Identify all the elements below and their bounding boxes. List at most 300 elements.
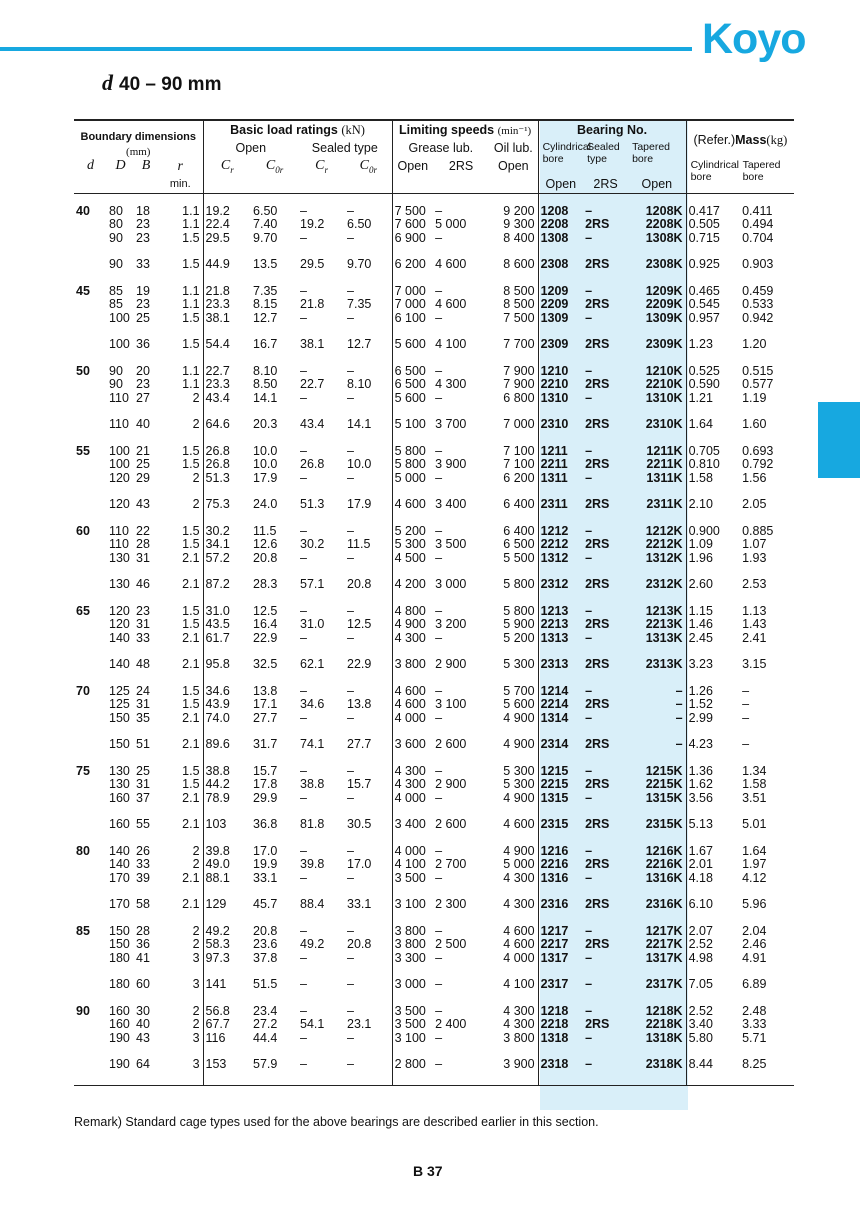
cell-D: 160 — [109, 1017, 130, 1032]
cell-oil: 6 800 — [503, 390, 535, 405]
cell-g-open: 6 500 — [392, 378, 433, 392]
cell-mc: 4.98 — [686, 952, 740, 966]
cell-g-open: 7 000 — [392, 298, 433, 312]
tap-bore-header: Tapered bore — [632, 141, 671, 165]
cell-g-2rs: – — [435, 763, 443, 778]
cell-d: 55 — [76, 443, 90, 458]
cell-d — [74, 338, 107, 352]
cell-c0r: 51.5 — [253, 977, 278, 992]
cell-r: 2 — [192, 470, 200, 485]
cell-tap: 1312K — [645, 550, 683, 565]
cell-oil: 6 500 — [503, 537, 535, 552]
cell-sealed: 2RS — [585, 697, 610, 712]
cell-sc0r: – — [347, 203, 354, 218]
cell-oil: 4 900 — [503, 790, 535, 805]
cell-c0r: 33.1 — [253, 870, 278, 885]
cell-D: 120 — [109, 617, 130, 632]
cell-sealed: – — [585, 1057, 593, 1072]
cell-g-2rs: 4 600 — [435, 297, 467, 312]
cell-B: 36 — [136, 337, 150, 352]
cell-d — [74, 232, 107, 246]
cell-r: 2.1 — [182, 577, 200, 592]
cell-g-2rs: – — [435, 923, 443, 938]
cell-B: 23 — [136, 377, 150, 392]
cell-mt: 0.577 — [742, 377, 774, 392]
cell-oil: 4 100 — [503, 977, 535, 992]
cell-d: 70 — [76, 683, 90, 698]
cell-g-2rs: – — [435, 390, 443, 405]
cell-mc: 1.23 — [686, 338, 740, 352]
cell-cyl: 1315 — [538, 792, 583, 806]
cell-B: 48 — [136, 657, 150, 672]
cell-mt: 2.46 — [742, 937, 767, 952]
table-row — [74, 1032, 794, 1046]
table-row — [74, 1005, 794, 1019]
cell-sealed: 2RS — [585, 377, 610, 392]
cell-tap: 2212K — [645, 537, 683, 552]
table-row — [74, 232, 794, 246]
cell-cr: 153 — [203, 1058, 251, 1072]
cell-c0r: 57.9 — [253, 1057, 278, 1072]
col-b-open: Open — [538, 177, 583, 194]
cell-cr: 23.3 — [203, 378, 251, 392]
cell-c0r: 13.5 — [253, 257, 278, 272]
cell-sealed: – — [585, 443, 593, 458]
cell-g-open: 4 300 — [392, 778, 433, 792]
cell-tap: 1210K — [645, 363, 683, 378]
cell-tap: 1315K — [645, 790, 683, 805]
cell-oil: 8 500 — [503, 283, 535, 298]
cyl-bore-header: Cylindrical bore — [538, 141, 583, 177]
cell-sc0r: 13.8 — [347, 697, 372, 712]
cell-scr: 19.2 — [300, 217, 325, 232]
cell-tap: 1311K — [646, 470, 683, 485]
cell-cyl: 2208 — [538, 218, 583, 232]
cell-oil: 5 600 — [503, 697, 535, 712]
cell-cr: 49.2 — [203, 925, 251, 939]
cell-d — [74, 658, 107, 672]
cell-oil: 4 300 — [503, 870, 535, 885]
cell-tap: 1310K — [645, 390, 683, 405]
cell-sealed: 2RS — [585, 417, 610, 432]
cell-cr: 97.3 — [203, 952, 251, 966]
cell-oil: 3 900 — [503, 1057, 535, 1072]
cell-scr: – — [300, 630, 307, 645]
cell-cyl: 1317 — [538, 952, 583, 966]
cell-oil: 5 500 — [503, 550, 535, 565]
cell-g-open: 6 900 — [392, 232, 433, 246]
cell-mt: – — [742, 697, 750, 712]
cell-mc: 0.925 — [686, 258, 740, 272]
cell-g-2rs: 2 400 — [435, 1017, 467, 1032]
cell-tap: 2315K — [645, 817, 683, 832]
cell-r: 2 — [192, 857, 200, 872]
grease-header: Grease lub. — [392, 141, 489, 159]
cell-B: 55 — [136, 817, 150, 832]
cell-mt: 0.693 — [742, 443, 774, 458]
cell-c0r: 12.6 — [253, 537, 278, 552]
table-row — [74, 978, 794, 992]
cell-cr: 49.0 — [203, 858, 251, 872]
table-row — [74, 552, 794, 566]
cell-cyl: 2311 — [538, 498, 583, 512]
cell-mt: 3.51 — [742, 790, 767, 805]
cell-mt: 0.792 — [742, 457, 774, 472]
cell-oil: 5 300 — [503, 657, 535, 672]
cell-cyl: 1208 — [538, 205, 583, 219]
table-row — [74, 792, 794, 806]
cell-r: 2 — [192, 923, 200, 938]
table-row — [74, 605, 794, 619]
cell-D: 90 — [109, 377, 123, 392]
cell-oil: 7 900 — [503, 363, 535, 378]
cell-D: 110 — [109, 417, 129, 432]
cell-cyl: 2317 — [538, 978, 583, 992]
cell-r: 2 — [192, 497, 200, 512]
cell-tap: 2208K — [645, 217, 683, 232]
cell-cyl: 2309 — [538, 338, 583, 352]
col-sealed-cr: $C_r$ — [315, 158, 328, 175]
cell-c0r: 10.0 — [253, 443, 278, 458]
cell-c0r: 44.4 — [253, 1030, 278, 1045]
cell-oil: 5 900 — [503, 617, 535, 632]
cell-r: 2 — [192, 843, 200, 858]
table-row — [74, 872, 794, 886]
cell-r: 1.5 — [182, 603, 200, 618]
cell-scr: – — [300, 977, 307, 992]
cell-D: 140 — [109, 657, 130, 672]
cell-mc: 0.417 — [686, 205, 740, 219]
section-tab — [818, 402, 860, 478]
cell-sc0r: – — [347, 550, 354, 565]
cell-sc0r: – — [347, 1030, 354, 1045]
cell-sc0r: 7.35 — [347, 297, 372, 312]
cell-d — [74, 298, 107, 312]
cell-scr: 51.3 — [300, 497, 325, 512]
cell-sc0r: – — [347, 870, 354, 885]
cell-sc0r: 30.5 — [347, 817, 372, 832]
bore-symbol: d — [102, 70, 113, 95]
cell-cyl: 2214 — [538, 698, 583, 712]
cell-scr: – — [300, 1003, 307, 1018]
table-row — [74, 925, 794, 939]
cell-B: 23 — [136, 230, 150, 245]
cell-tap: 1317K — [645, 950, 683, 965]
table-row — [74, 445, 794, 459]
cell-oil: 5 200 — [503, 630, 535, 645]
cell-D: 150 — [109, 937, 130, 952]
cell-D: 180 — [109, 950, 130, 965]
cell-cr: 38.8 — [203, 765, 251, 779]
cell-r: 1.1 — [182, 297, 200, 312]
cell-mt: 3.15 — [742, 657, 767, 672]
cell-cyl: 2316 — [538, 898, 583, 912]
cell-D: 80 — [109, 203, 123, 218]
cell-mt: 1.13 — [742, 603, 767, 618]
cell-c0r: 20.3 — [253, 417, 278, 432]
cell-cyl: 2217 — [538, 938, 583, 952]
cell-D: 110 — [109, 523, 129, 538]
cell-tap: 2217K — [645, 937, 683, 952]
cell-tap: 1213K — [645, 603, 683, 618]
cell-sealed: – — [585, 603, 593, 618]
cell-r: 1.5 — [182, 617, 200, 632]
cell-sealed: 2RS — [585, 737, 610, 752]
cell-d — [74, 818, 107, 832]
cell-r: 1.1 — [182, 203, 200, 218]
cell-scr: – — [300, 923, 307, 938]
cell-c0r: 17.9 — [253, 470, 278, 485]
col-b-open2: Open — [641, 176, 673, 191]
cell-scr: 30.2 — [300, 537, 325, 552]
cell-sealed: – — [585, 950, 593, 965]
page-title — [102, 70, 221, 96]
cell-scr: 26.8 — [300, 457, 325, 472]
cell-c0r: 27.7 — [253, 710, 278, 725]
cell-sc0r: – — [347, 630, 354, 645]
cell-cr: 26.8 — [203, 445, 251, 459]
cell-r: 2 — [192, 390, 200, 405]
cell-c0r: 23.4 — [253, 1003, 278, 1018]
cell-c0r: 7.35 — [253, 283, 278, 298]
cell-cr: 34.6 — [203, 685, 251, 699]
cell-B: 18 — [136, 203, 150, 218]
cell-c0r: 10.0 — [253, 457, 278, 472]
cell-c0r: 7.40 — [253, 217, 278, 232]
table-row — [74, 538, 794, 552]
cell-tap: 2213K — [645, 617, 683, 632]
cell-sealed: 2RS — [585, 457, 610, 472]
cell-tap: – — [675, 683, 683, 698]
cell-d — [74, 632, 107, 646]
cell-d — [74, 978, 107, 992]
cell-g-open: 3 500 — [392, 1018, 433, 1032]
cell-g-2rs: 2 700 — [435, 857, 467, 872]
cell-tap: 1313K — [645, 630, 683, 645]
cell-mt: 0.942 — [742, 310, 774, 325]
cell-g-open: 3 000 — [392, 978, 433, 992]
col-c0r: $C_{0r}$ — [265, 158, 284, 175]
cell-cr: 34.1 — [203, 538, 251, 552]
cell-scr: 29.5 — [300, 257, 325, 272]
cell-D: 125 — [109, 683, 130, 698]
cell-cr: 26.8 — [203, 458, 251, 472]
cell-r: 1.5 — [182, 537, 200, 552]
cell-d — [74, 872, 107, 886]
cell-sealed: – — [585, 843, 593, 858]
col-b-2rs: 2RS — [593, 176, 618, 191]
cell-g-open: 6 100 — [392, 312, 433, 326]
table-row — [74, 698, 794, 712]
cell-cr: 95.8 — [203, 658, 251, 672]
cell-g-2rs: 3 500 — [435, 537, 467, 552]
cell-B: 30 — [136, 1003, 150, 1018]
cell-g-open: 4 000 — [392, 845, 433, 859]
cell-g-open: 2 800 — [392, 1058, 433, 1072]
cell-cr: 57.2 — [203, 552, 251, 566]
cell-oil: 5 300 — [503, 777, 535, 792]
cell-sc0r: – — [347, 710, 354, 725]
cell-mc: 4.18 — [686, 872, 740, 886]
cell-g-2rs: 4 600 — [435, 257, 467, 272]
cell-D: 190 — [109, 1030, 130, 1045]
cell-mc: 2.45 — [686, 632, 740, 646]
cell-r: 2.1 — [182, 550, 200, 565]
cell-mt: 0.903 — [742, 257, 774, 272]
cell-sealed: 2RS — [585, 297, 610, 312]
cell-tap: 2318K — [645, 1057, 683, 1072]
cell-sealed: – — [585, 763, 593, 778]
cell-mt: 8.25 — [742, 1057, 767, 1072]
cell-g-2rs: – — [435, 1057, 443, 1072]
cell-D: 150 — [109, 737, 130, 752]
cell-g-open: 4 600 — [392, 698, 433, 712]
cell-mc: 0.590 — [686, 378, 740, 392]
cell-B: 60 — [136, 977, 150, 992]
cell-sc0r: 17.9 — [347, 497, 372, 512]
cell-sc0r: – — [347, 310, 354, 325]
cell-mt: 0.704 — [742, 230, 774, 245]
cell-scr: 31.0 — [300, 617, 325, 632]
cell-oil: 5 800 — [503, 577, 535, 592]
cell-g-open: 4 600 — [392, 498, 433, 512]
cell-g-2rs: – — [435, 310, 443, 325]
cell-cyl: 2210 — [538, 378, 583, 392]
cell-B: 23 — [136, 297, 150, 312]
table-row — [74, 312, 794, 326]
cell-d — [74, 378, 107, 392]
cell-mc: 0.900 — [686, 525, 740, 539]
cell-sc0r: – — [347, 443, 354, 458]
cell-cyl: 2315 — [538, 818, 583, 832]
cell-D: 170 — [109, 870, 130, 885]
cell-D: 90 — [109, 257, 123, 272]
cell-B: 39 — [136, 870, 150, 885]
cell-c0r: 8.10 — [253, 363, 278, 378]
cell-mt: 2.48 — [742, 1003, 767, 1018]
cell-c0r: 23.6 — [253, 937, 278, 952]
cell-sc0r: – — [347, 1057, 354, 1072]
table-row — [74, 365, 794, 379]
cell-B: 28 — [136, 923, 150, 938]
cell-cr: 61.7 — [203, 632, 251, 646]
cell-sc0r: – — [347, 523, 354, 538]
cell-tap: 1215K — [645, 763, 683, 778]
cell-cr: 54.4 — [203, 338, 251, 352]
cell-sc0r: 14.1 — [347, 417, 372, 432]
cell-B: 28 — [136, 537, 150, 552]
cell-g-2rs: – — [435, 283, 443, 298]
cell-mc: 0.505 — [686, 218, 740, 232]
cell-scr: – — [300, 950, 307, 965]
cell-cr: 22.4 — [203, 218, 251, 232]
cell-cr: 39.8 — [203, 845, 251, 859]
table-row — [74, 845, 794, 859]
cell-tap: – — [675, 697, 683, 712]
table-row — [74, 818, 794, 832]
cell-tap: 1208K — [645, 203, 683, 218]
cell-scr: – — [300, 683, 307, 698]
cell-sc0r: 23.1 — [347, 1017, 372, 1032]
cell-mt: 0.459 — [742, 283, 774, 298]
cell-mc: 0.957 — [686, 312, 740, 326]
cell-B: 51 — [136, 737, 150, 752]
cell-mt: 2.53 — [742, 577, 767, 592]
cell-c0r: 37.8 — [253, 950, 278, 965]
cell-sc0r: – — [347, 470, 354, 485]
cell-sc0r: 6.50 — [347, 217, 372, 232]
cell-oil: 4 300 — [503, 1003, 535, 1018]
cell-g-2rs: – — [435, 470, 443, 485]
cell-c0r: 17.0 — [253, 843, 278, 858]
cell-oil: 4 600 — [503, 923, 535, 938]
cell-mc: 2.52 — [686, 938, 740, 952]
cell-d — [74, 952, 107, 966]
brand-logo: Koyo — [702, 15, 806, 63]
table-row — [74, 658, 794, 672]
cell-tap: 1217K — [645, 923, 683, 938]
cell-D: 85 — [109, 297, 123, 312]
cell-oil: 4 300 — [503, 1017, 535, 1032]
cell-oil: 6 400 — [503, 497, 535, 512]
cell-g-2rs: 4 300 — [435, 377, 467, 392]
cell-d — [74, 552, 107, 566]
cell-g-2rs: 2 600 — [435, 817, 467, 832]
table-row — [74, 498, 794, 512]
cell-d — [74, 792, 107, 806]
cell-r: 1.5 — [182, 230, 200, 245]
cell-mt: 1.64 — [742, 843, 767, 858]
cell-sc0r: 22.9 — [347, 657, 372, 672]
cell-c0r: 14.1 — [253, 390, 278, 405]
cell-cr: 103 — [203, 818, 251, 832]
cell-B: 22 — [136, 523, 150, 538]
cell-tap: 2311K — [646, 497, 683, 512]
boundary-header: Boundary dimensions (mm) — [80, 131, 197, 158]
cell-oil: 7 500 — [503, 310, 535, 325]
cell-D: 120 — [109, 470, 130, 485]
cell-d: 40 — [76, 203, 90, 218]
cell-D: 100 — [109, 443, 130, 458]
cell-cr: 30.2 — [203, 525, 251, 539]
table-row — [74, 938, 794, 952]
cell-scr: 39.8 — [300, 857, 325, 872]
cell-cyl: 1308 — [538, 232, 583, 246]
cell-D: 140 — [109, 630, 130, 645]
cell-cr: 44.9 — [203, 258, 251, 272]
cell-sealed: – — [585, 683, 593, 698]
cell-r: 1.5 — [182, 457, 200, 472]
cell-sealed: – — [585, 310, 593, 325]
cell-g-open: 3 100 — [392, 1032, 433, 1046]
cell-cyl: 1309 — [538, 312, 583, 326]
cell-mc: 8.44 — [686, 1058, 740, 1072]
cell-mc: 1.58 — [686, 472, 740, 486]
cell-tap: – — [675, 737, 683, 752]
cell-scr: 38.1 — [300, 337, 325, 352]
cell-sc0r: 20.8 — [347, 937, 372, 952]
cell-D: 150 — [109, 710, 130, 725]
cell-tap: 1308K — [645, 230, 683, 245]
cell-tap: 1316K — [645, 870, 683, 885]
cell-g-open: 4 000 — [392, 712, 433, 726]
cell-d: 80 — [76, 843, 90, 858]
cell-c0r: 36.8 — [253, 817, 278, 832]
cell-oil: 7 100 — [503, 457, 535, 472]
cell-sealed: – — [585, 283, 593, 298]
table-row — [74, 418, 794, 432]
table-row — [74, 392, 794, 406]
